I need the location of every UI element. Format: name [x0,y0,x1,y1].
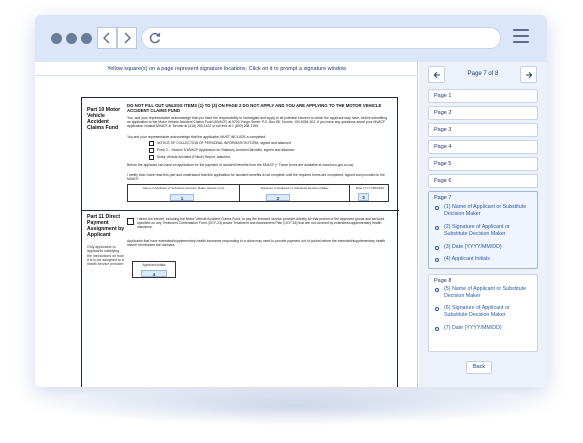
back-button[interactable]: Back [466,361,492,374]
page-item-7-group[interactable] [428,191,538,269]
chevron-left-icon [102,32,112,44]
document-page [81,97,398,387]
page-item[interactable]: Page 2 [428,106,538,120]
chevron-right-icon [122,32,132,44]
signature-link-item[interactable]: (3) Date (YYYY/MM/DD) [435,244,531,251]
reload-icon[interactable] [148,31,162,45]
part10-paragraph: Before the applicant can have an application for the payment of accident benefits from the MVACF (* These forms are available at www.fsco.gov.on.ca). [127,163,355,167]
field-label: Name of Applicant or Substitute Decision Maker (please print) [142,186,225,190]
field-label: Applicant Initials [142,263,166,267]
field-label: Date (YYYY/MM/DD) [355,186,385,190]
page-indicator: Page 7 of 8 [467,71,499,77]
part10-paragraph: You, and your representative acknowledge that you have the responsibility to investigate and apply to all potential insurers to which the applicant may have, before submitting an application to the Motor Vehicle Accident Claims Fund (MVACF) at 5700 Yonge Street, P.O. Box 88, Toronto, ON M2M 4K2. If you have any questions about your MVACF application contact MVACF in Toronto at (416) 250-1422 or toll free at 1 (800) 268-7195. [127,116,387,129]
signature-link-item[interactable]: (4) Applicant Initials [435,256,531,263]
signature-location-2[interactable]: 2 [266,194,290,201]
signature-location-1[interactable]: 1 [170,194,194,201]
page-item[interactable]: Page 1 [428,89,538,103]
window-dot-icon [51,33,62,44]
page-pager [428,66,538,83]
page-item[interactable]: Page 6 [428,174,538,188]
checkbox[interactable] [149,155,154,160]
bullet-icon [435,288,439,292]
checkbox-label: Motor Vehicle Accident (Police) Report, attached [157,155,230,159]
part11-paragraph: I direct the insurer, including the Motor Vehicle Accident Claims Fund, to pay the licensed service provider directly for that portion of the approved goods and services specified on any Treatment Confirmation Form (OCF-23) and/or Treatment and Assessment Plan (OCF-18) that are not covered by extended/supplementary health insurance. [137,217,385,230]
part10-title: Part 10 Motor Vehicle Accident Claims Fund [87,107,121,131]
bullet-icon [435,206,439,210]
checkbox[interactable] [149,141,154,146]
prev-page-button[interactable] [428,66,445,83]
signature-notice: Yellow square(s) on a page represent signature locations. Click on it to prompt a signature window [35,62,418,76]
part11-paragraph: Applicants that have extended/supplementary health insurance responding to a claim may need to provide payment out of pocket before the extended/supplementary health insurer reimburses the claimant. [127,239,386,248]
page-item[interactable]: Page 3 [428,123,538,137]
direct-payment-checkbox[interactable] [127,218,134,225]
window-shadow [40,386,550,426]
arrow-left-icon [433,71,441,79]
hamburger-menu-icon[interactable] [513,29,529,43]
checkbox[interactable] [149,148,154,153]
section-divider [82,210,399,211]
bullet-icon [435,258,439,262]
window-dot-icon [66,33,77,44]
app-content [35,62,547,387]
browser-window [35,15,547,387]
page-item[interactable]: Page 4 [428,140,538,154]
document-viewer [35,62,418,387]
signature-link-item[interactable]: (1) Name of Applicant or Substitute Decision Maker [435,204,531,218]
page-item-8-group[interactable] [428,274,538,352]
signature-link-item[interactable]: (7) Date (YYYY/MM/DD) [435,325,531,332]
date-field [350,185,390,201]
part10-paragraph: I certify that I have read this part and understand that this application for accident benefits is not complete until the required forms are completed, signed and provided to the MVACF. [127,173,385,182]
bullet-icon [435,307,439,311]
signature-location-3[interactable]: 3 [358,193,369,201]
address-bar[interactable] [141,27,501,49]
signature-field [240,185,350,201]
part11-title: Part 11 Direct Payment Assignment by Applicant [87,214,125,238]
field-label: Signature of Applicant or Substitute Decision Maker [260,186,329,190]
signature-sidebar [419,62,547,387]
checkbox-label: Form 2 – Section 8 MVACF Application for Statutory Accident Benefits, signed and attached [157,148,295,152]
checkbox-label: NOTICE OF COLLECTION OF PERSONAL INFORMATION FORM, signed and attached [157,141,291,145]
window-dot-icon [81,33,92,44]
back-nav-button[interactable] [97,27,117,49]
forward-nav-button[interactable] [117,27,137,49]
signature-link-item[interactable]: (2) Signature of Applicant or Substitute Decision Maker [435,224,531,238]
bullet-icon [435,226,439,230]
bullet-icon [435,246,439,250]
browser-toolbar [35,15,547,62]
signature-link-item[interactable]: (6) Signature of Applicant or Substitute Decision Maker [435,305,531,319]
part10-heading: DO NOT FILL OUT UNLESS ITEMS (1) TO (3) ON PAGE 2 DO NOT APPLY AND YOU ARE APPLYING TO THE MOTOR VEHICLE ACCIDENT CLAIMS FUND [127,103,382,113]
part11-subtitle: Only applicable to applicants satisfying the instructions on how it is to be assigned to a health service provider [87,245,124,267]
page-item-label: Page 8 [434,278,452,284]
page-item[interactable]: Page 5 [428,157,538,171]
page-item-label: Page 7 [434,195,452,201]
signature-link-item[interactable]: (5) Name of Applicant or Substitute Decision Maker [435,286,531,300]
signature-location-4[interactable]: 4 [141,270,167,277]
signature-field-row [127,184,389,202]
arrow-right-icon [525,71,533,79]
part10-paragraph: You and your representative acknowledge that the application MUST INCLUDE a completed: [127,135,267,139]
bullet-icon [435,327,439,331]
next-page-button[interactable] [520,66,537,83]
